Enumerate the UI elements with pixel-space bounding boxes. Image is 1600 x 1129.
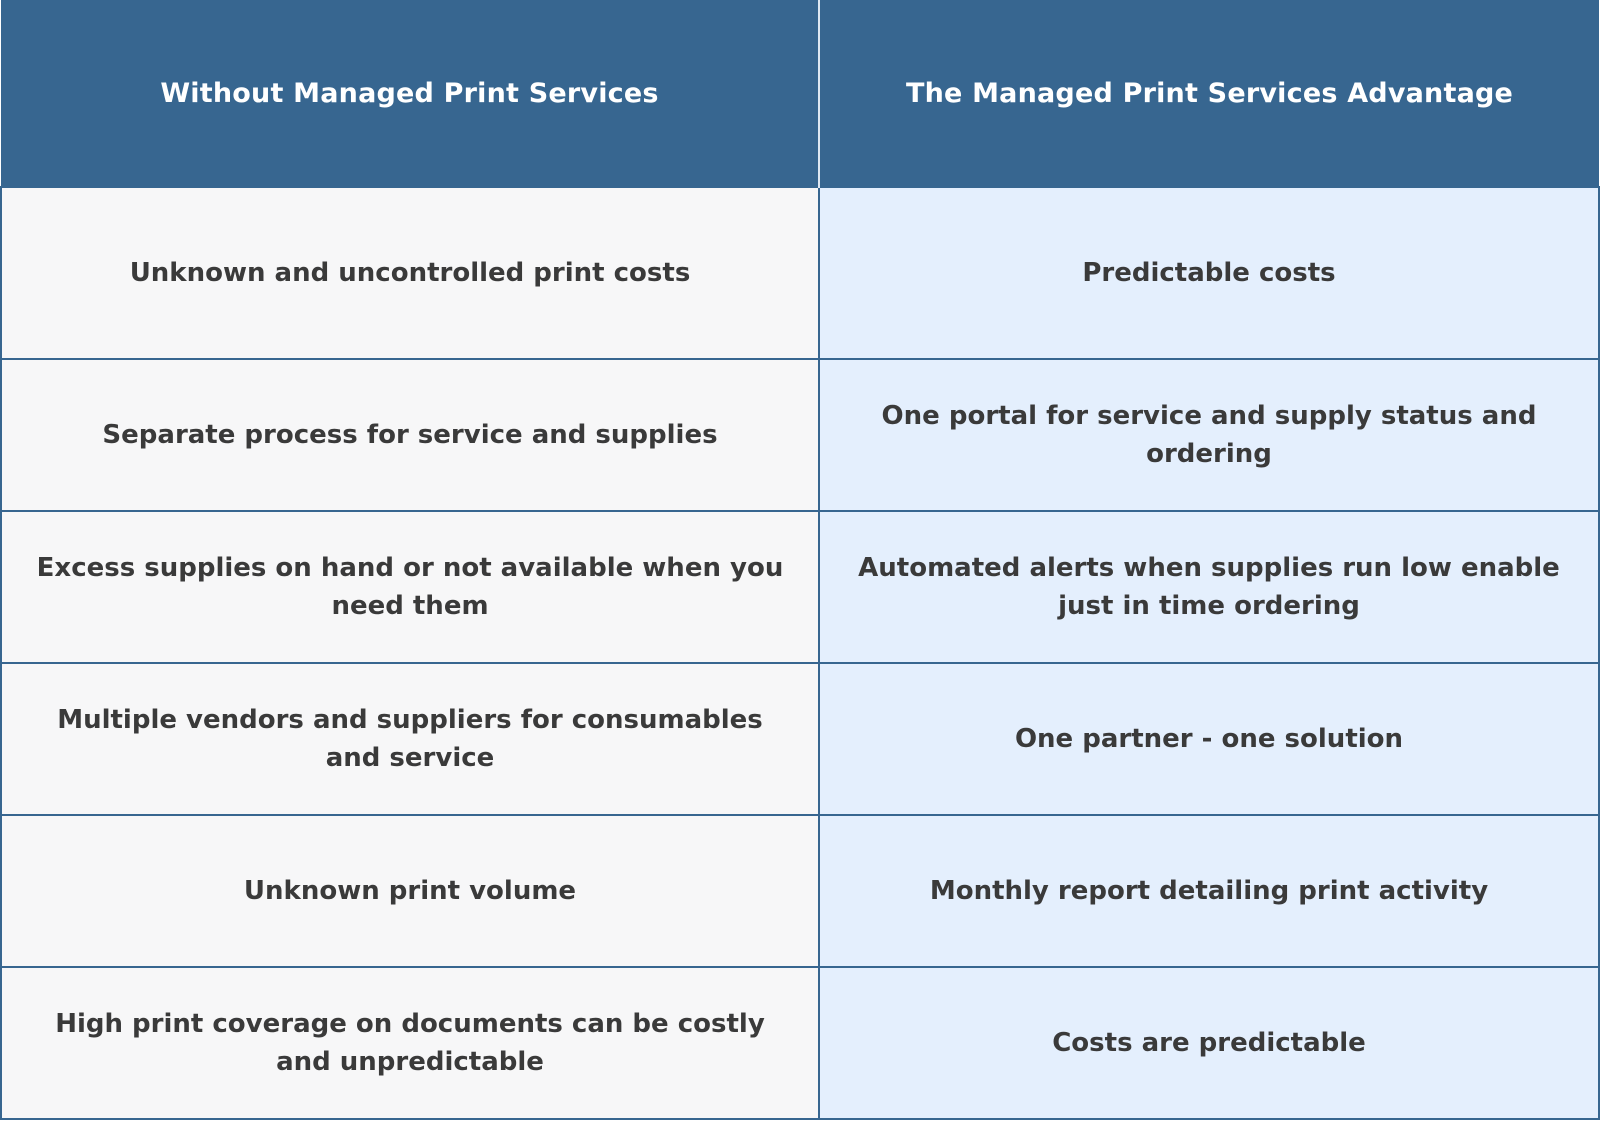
table-row [1, 815, 1599, 967]
header-row [1, 0, 1599, 187]
cell-advantage: One partner - one solution [819, 663, 1599, 815]
cell-without: High print coverage on documents can be costly and unpredictable [1, 967, 819, 1119]
table-body [1, 187, 1599, 1119]
table-row [1, 187, 1599, 359]
header-mps-advantage: The Managed Print Services Advantage [819, 0, 1599, 187]
table-row [1, 663, 1599, 815]
cell-without: Unknown and uncontrolled print costs [1, 187, 819, 359]
cell-without: Excess supplies on hand or not available when you need them [1, 511, 819, 663]
header-without-mps: Without Managed Print Services [1, 0, 819, 187]
table-row [1, 967, 1599, 1119]
table-row [1, 359, 1599, 511]
cell-advantage: Automated alerts when supplies run low enable just in time ordering [819, 511, 1599, 663]
cell-advantage: Monthly report detailing print activity [819, 815, 1599, 967]
table-row [1, 511, 1599, 663]
cell-advantage: One portal for service and supply status and ordering [819, 359, 1599, 511]
cell-advantage: Predictable costs [819, 187, 1599, 359]
cell-advantage: Costs are predictable [819, 967, 1599, 1119]
cell-without: Multiple vendors and suppliers for consumables and service [1, 663, 819, 815]
cell-without: Separate process for service and supplies [1, 359, 819, 511]
table-header [1, 0, 1599, 187]
cell-without: Unknown print volume [1, 815, 819, 967]
